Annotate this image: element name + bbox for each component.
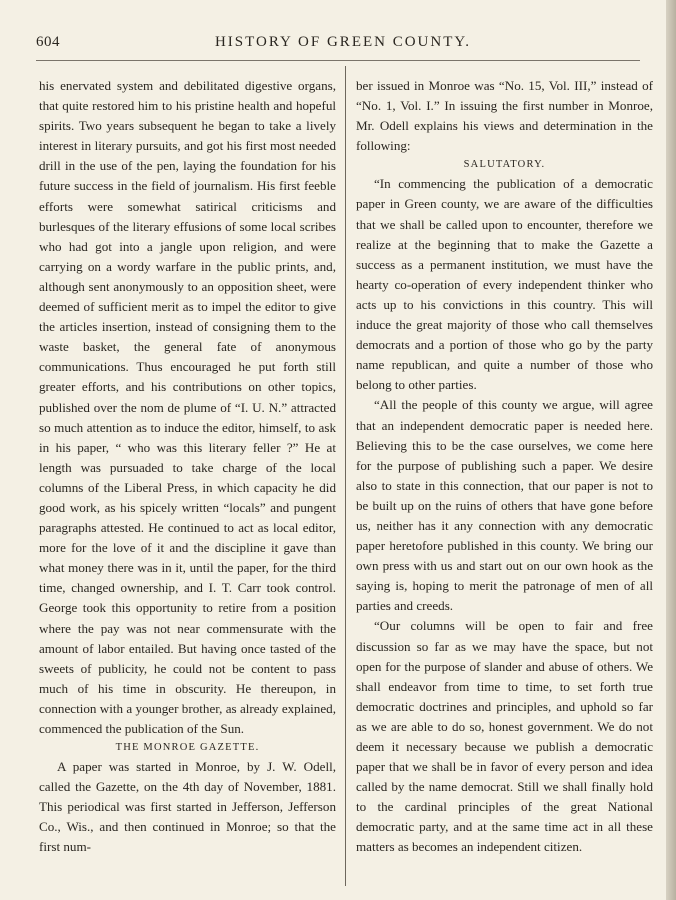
column-divider — [345, 66, 346, 886]
left-paragraph-1: his enervated system and debilitated digestive organs, that quite restored him to his pristine health and hopeful spirits. Two years subsequent he began to take a lively interest in literary pursuits, and got his first most needed drill in the use of the pen, laying the foundation for his future success in the field of journalism. His first feeble efforts were somewhat satirical criticisms and burlesques of the literary effusions of some local scribes who had got into a jangle upon religion, and were carrying on a wordy warfare in the public prints, and, although sent anonymously to an opposition sheet, were deemed of sufficient merit as to impel the editor to give the articles insertion, instead of consigning them to the waste basket, the general fate of anonymous communications. Thus encouraged he put forth still greater efforts, and his contributions on other topics, published over the nom de plume of “I. U. N.” attracted so much attention as to induce the editor, himself, to ask in his paper, “ who was this literary feller ?” He at length was pursuaded to take charge of the local columns of the Liberal Press, in which capacity he did good work, as his spicely written “locals” and pungent paragraphs attested. He continued to act as local editor, more for the love of it and the discipline it gave than what money there was in it, until the paper, for the third time, changed ownership, and I. T. Carr took control. George took this opportunity to retire from a position where the pay was not near commensurate with the amount of labor entailed. But having once tasted of the sweets of publicity, he could not be content to pass much of his time in obscurity. He thereupon, in connection with a younger brother, as already explained, commenced the publication of the Sun. — [39, 78, 336, 736]
left-paragraph-2: A paper was started in Monroe, by J. W. Odell, called the Gazette, on the 4th day of November, 1881. This periodical was first started in Jefferson, Jefferson Co., Wis., and then continued in Monroe; so that the first num- — [39, 759, 336, 855]
right-paragraph-4: “Our columns will be open to fair and free discussion so far as we may have the space, but not open for the purpose of slander and abuse of others. We shall endeavor from time to time, to set forth true democratic doctrines and principles, and uphold so far as we are able to do so, honest government. We do not deem it necessary because we publish a democratic paper that we shall be in favor of every person and idea called by the name democrat. Still we shall finally hold to the cardinal principles of the great National democratic party, and at the same time act in all these matters as becomes an independent citizen. — [356, 618, 653, 855]
header-rule — [36, 60, 640, 61]
page-number: 604 — [36, 34, 60, 50]
right-paragraph-1: ber issued in Monroe was “No. 15, Vol. III,” instead of “No. 1, Vol. I.” In issuing the first number in Monroe, Mr. Odell explains his views and determination in the following: — [356, 78, 653, 154]
right-column — [356, 76, 653, 858]
running-title: HISTORY OF GREEN COUNTY. — [214, 34, 472, 50]
right-paragraph-3: “All the people of this county we argue, will agree that an independent democratic paper is needed here. Believing this to be the case ourselves, we come here for the purpose of publishing such a paper. We desire also to state in this connection, that our paper is not to be built up on the ruins of others that have gone before us, neither has it any connection with any democratic paper heretofore published in this county. We bring our own press with us and start out on our own hook as the saying is, hoping to merit the patronage of men of all parties and creeds. — [356, 397, 653, 614]
left-column — [39, 76, 336, 858]
right-paragraph-2: “In commencing the publication of a democratic paper in Green county, we are aware of the difficulties that we shall be called upon to encounter, therefore we realize at the beginning that to make the Gazette a success as a permanent institution, we must have the hearty co-operation of every independent thinker who acts up to his convictions in this country. This will induce the great majority of those who call themselves democrats and a portion of those who go by the party name republican, and quite a number of those who belong to other parties. — [356, 176, 653, 393]
section-heading-monroe-gazette: THE MONROE GAZETTE. — [115, 742, 260, 754]
section-heading-salutatory: SALUTATORY. — [463, 159, 546, 171]
page-edge — [666, 0, 676, 900]
page-header — [36, 34, 640, 56]
